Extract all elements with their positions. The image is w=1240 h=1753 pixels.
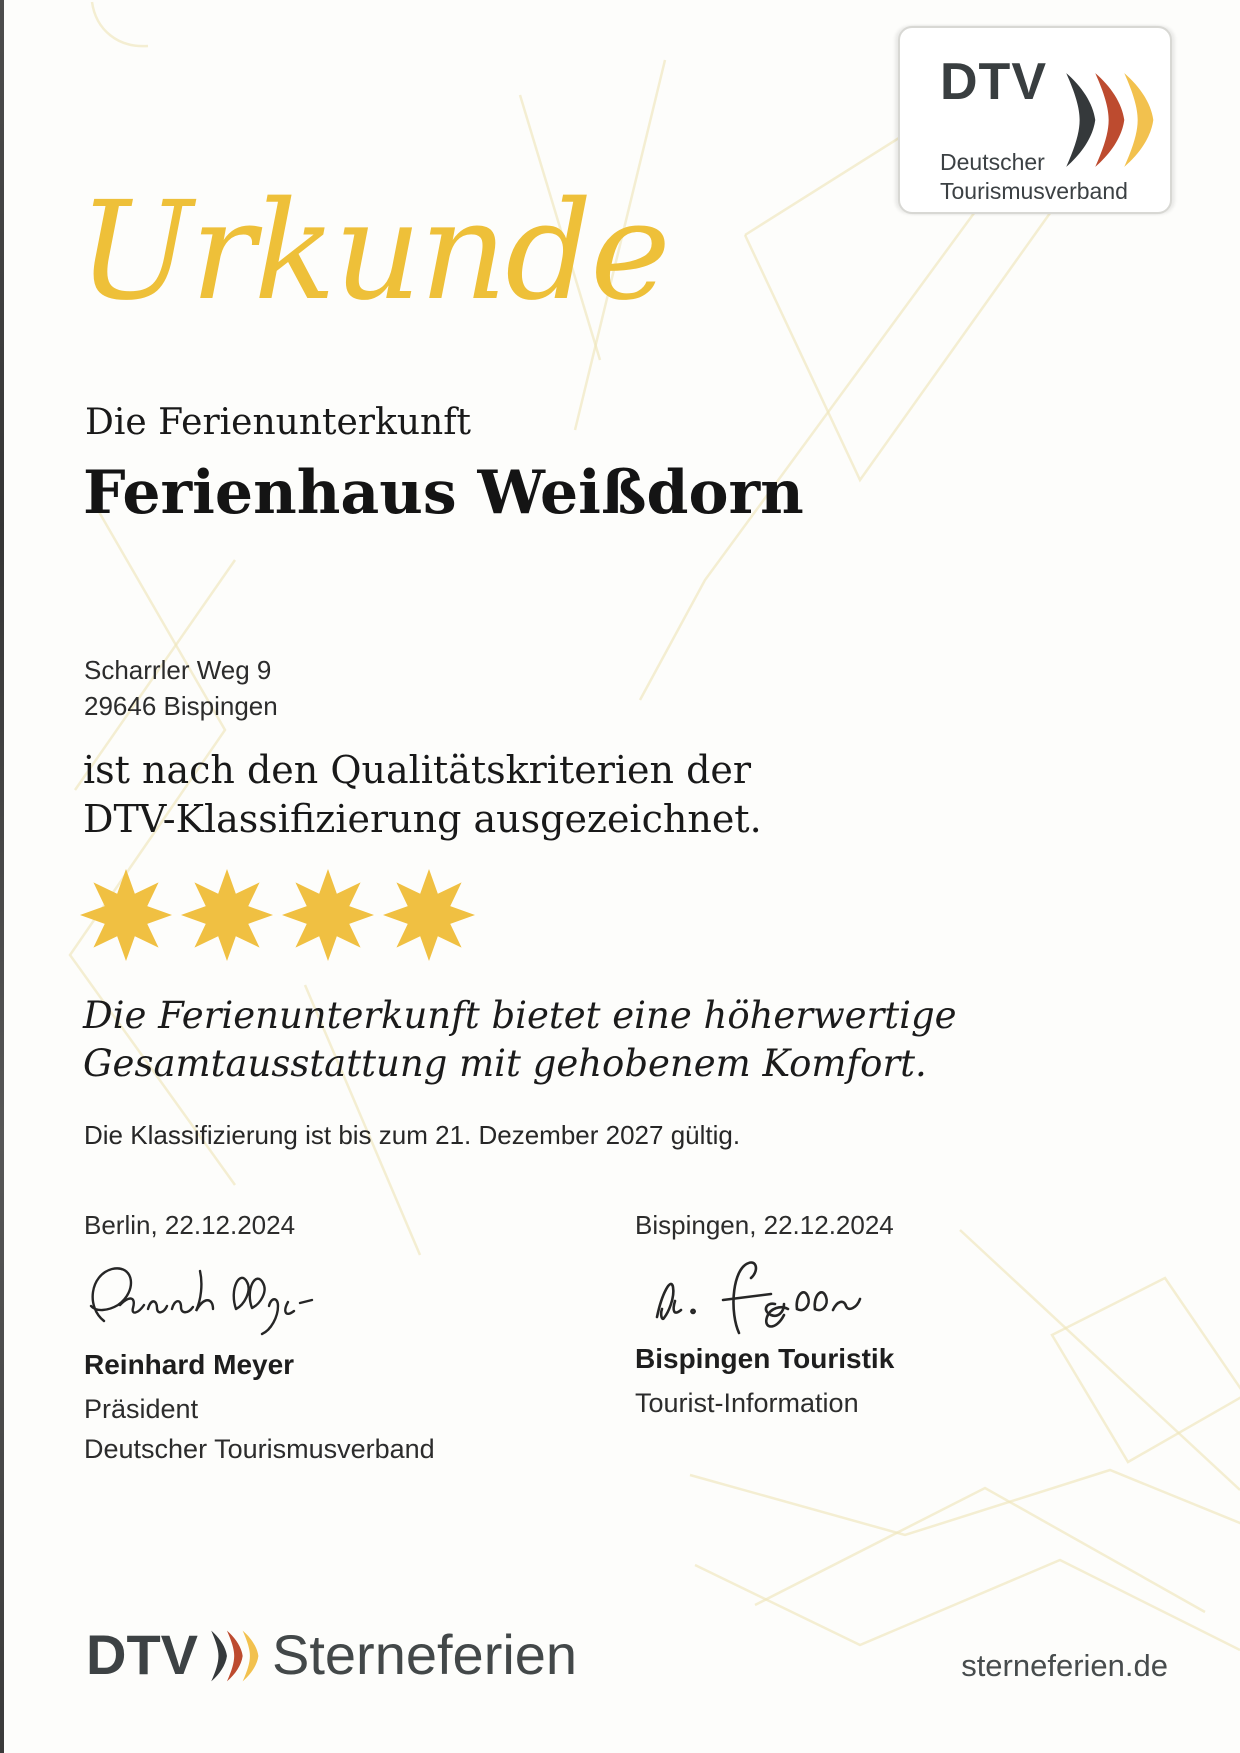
- dtv-logo-org-line2: Tourismusverband: [940, 178, 1128, 204]
- dtv-logo-org-line1: Deutscher: [940, 149, 1045, 175]
- star-icon: [80, 869, 172, 961]
- property-address: [84, 652, 278, 724]
- star-rating: [80, 869, 475, 961]
- right-signature: [635, 1255, 885, 1337]
- footer-triple-chevron-icon: [210, 1627, 262, 1685]
- description-line1: Die Ferienunterkunft bietet eine höherwertige: [83, 994, 957, 1037]
- left-signatory-name: Reinhard Meyer: [84, 1349, 295, 1380]
- dtv-logo-org-name: [940, 148, 1128, 206]
- statement-line2: DTV-Klassifizierung ausgezeichnet.: [83, 797, 762, 841]
- certificate-title: Urkunde: [78, 173, 669, 331]
- star-icon: [181, 869, 273, 961]
- footer-website: sterneferien.de: [961, 1648, 1168, 1683]
- description-line2: Gesamtausstattung mit gehobenem Komfort.: [83, 1042, 927, 1085]
- scan-edge-artifact: [0, 0, 4, 1753]
- left-signatory-role: Präsident: [84, 1394, 199, 1424]
- property-name: Ferienhaus Weißdorn: [83, 458, 804, 528]
- intro-label: Die Ferienunterkunft: [85, 402, 471, 443]
- left-signing-block: [84, 1210, 564, 1469]
- validity-note: Die Klassifizierung ist bis zum 21. Dezember 2027 gültig.: [84, 1120, 741, 1150]
- left-signature: [84, 1255, 334, 1343]
- right-signing-block: [635, 1210, 1115, 1423]
- star-icon: [383, 869, 475, 961]
- star-icon: [282, 869, 374, 961]
- address-city: 29646 Bispingen: [84, 691, 278, 721]
- dtv-logo-box: [898, 26, 1172, 214]
- left-signatory-organization: Deutscher Tourismusverband: [84, 1434, 435, 1464]
- classification-statement: [83, 746, 762, 844]
- footer-brand-name: Sterneferien: [272, 1623, 578, 1686]
- statement-line1: ist nach den Qualitätskriterien der: [83, 748, 752, 792]
- right-place-date: Bispingen, 22.12.2024: [635, 1210, 894, 1240]
- left-place-date: Berlin, 22.12.2024: [84, 1210, 296, 1240]
- right-signatory-role: Tourist-Information: [635, 1388, 859, 1418]
- address-street: Scharrler Weg 9: [84, 655, 272, 685]
- footer-dtv-text: DTV: [86, 1623, 198, 1686]
- dtv-logo-text: DTV: [940, 53, 1047, 111]
- category-description: [83, 992, 957, 1088]
- left-signatory-role-org: [84, 1389, 564, 1469]
- footer-brand: [86, 1622, 577, 1687]
- right-signatory-name: Bispingen Touristik: [635, 1343, 895, 1374]
